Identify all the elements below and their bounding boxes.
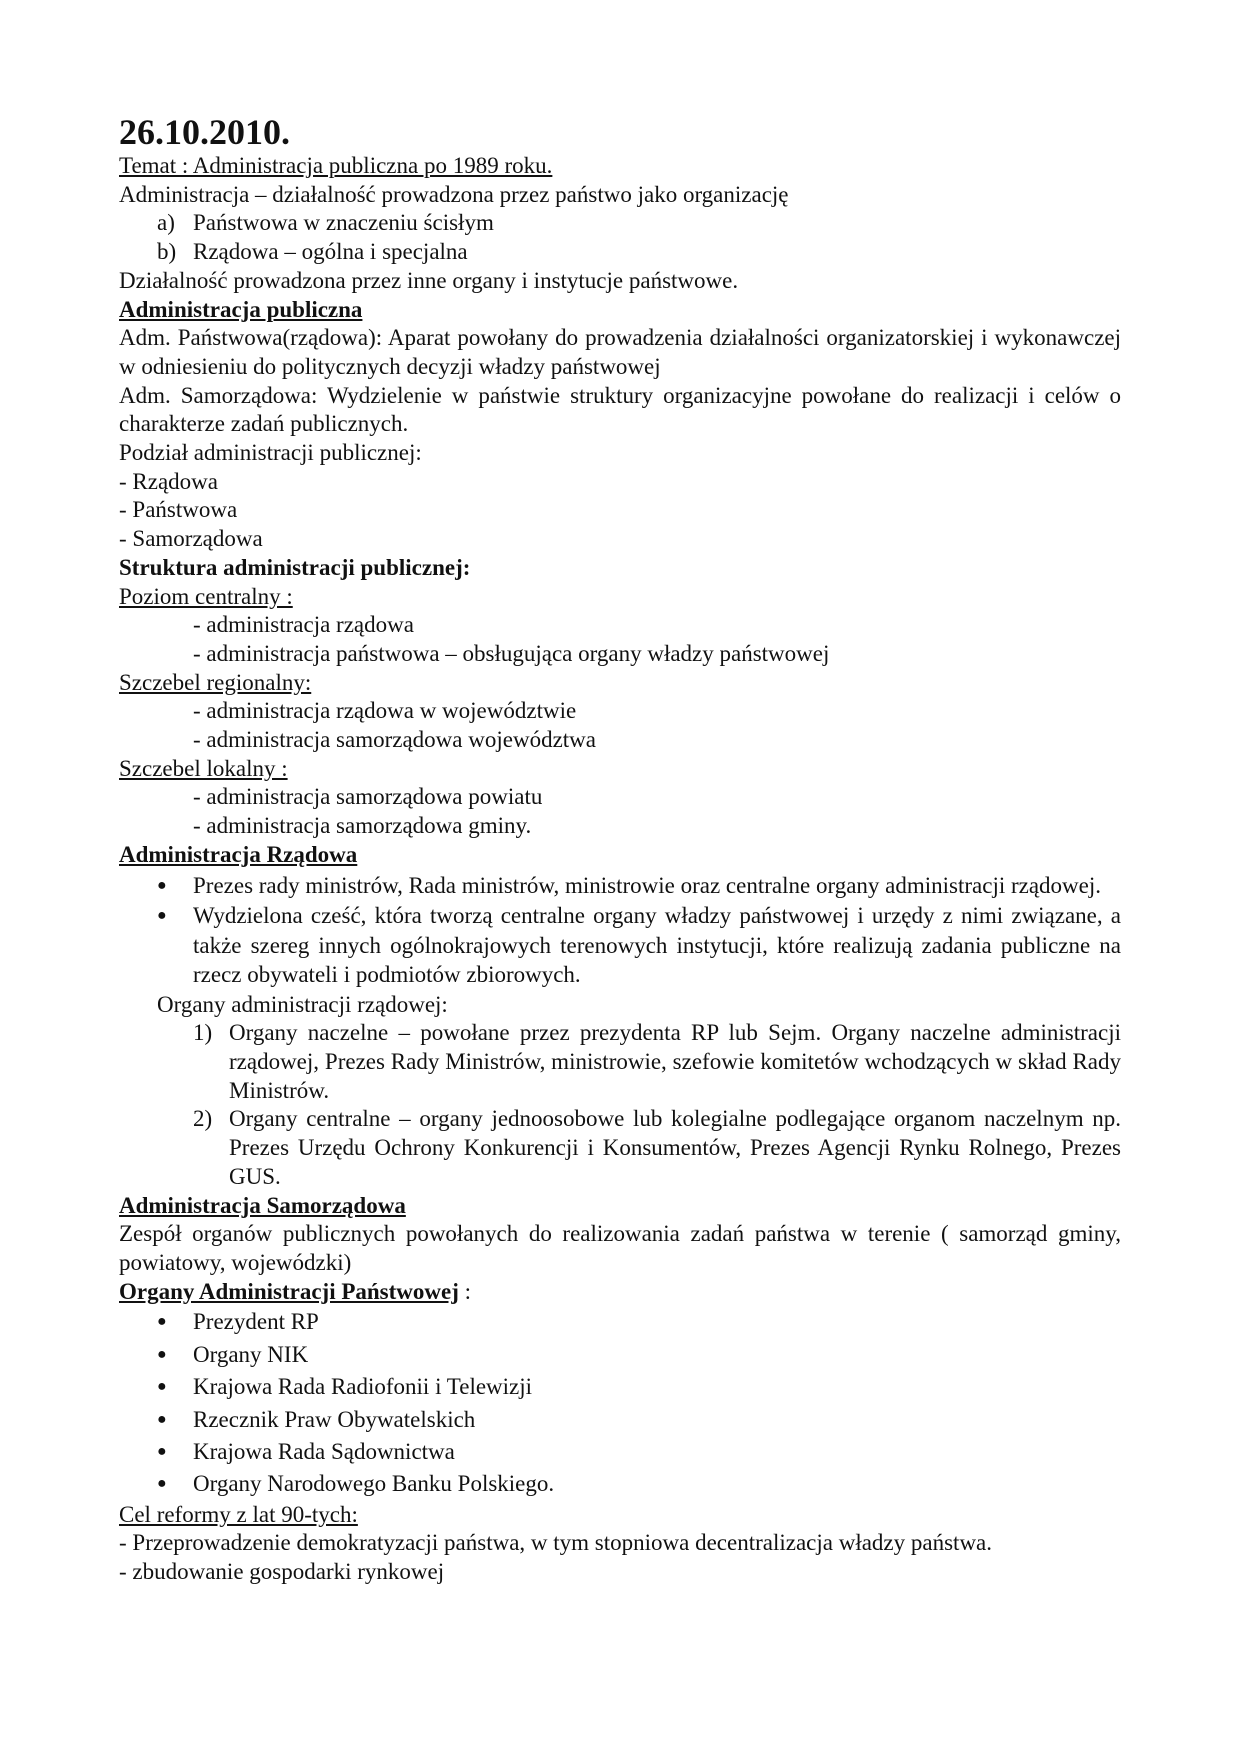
bullet-text: Krajowa Rada Radiofonii i Telewizji bbox=[193, 1374, 533, 1400]
paragraph-adm-panstwowa: Adm. Państwowa(rządowa): Aparat powołany do prowadzenia działalności organizatorskiej i wykonawczej w odniesieniu do politycznych decyzji władzy państwowej bbox=[119, 325, 1121, 379]
bullet-icon: ● bbox=[157, 876, 167, 894]
heading-organy-line bbox=[119, 1278, 1121, 1307]
intro-text: Administracja – działalność prowadzona przez państwo jako organizację bbox=[119, 181, 789, 207]
heading-suffix: : bbox=[458, 1278, 472, 1304]
list-item: - administracja państwowa – obsługująca organy władzy państwowej bbox=[193, 640, 830, 666]
cel-label: Cel reformy z lat 90-tych: bbox=[119, 1501, 358, 1527]
paragraph-samorzadowa: Zespół organów publicznych powołanych do realizowania zadań państwa w terenie ( samorząd gminy, powiatowy, wojewódzki) bbox=[119, 1221, 1121, 1275]
document-date-title: 26.10.2010. bbox=[119, 112, 290, 152]
list-marker: a) bbox=[157, 210, 175, 236]
bullet-icon: ● bbox=[157, 1313, 167, 1331]
bullet-text: Prezes rady ministrów, Rada ministrów, ministrowie oraz centralne organy administracji rządowej. bbox=[193, 872, 1102, 898]
bullet-icon: ● bbox=[157, 1378, 167, 1396]
bullet-item bbox=[119, 1404, 1121, 1436]
bullet-item bbox=[119, 1339, 1121, 1371]
bullet-item bbox=[119, 1436, 1121, 1468]
document-page bbox=[119, 110, 1121, 1587]
list-text: Państwowa w znaczeniu ścisłym bbox=[193, 210, 494, 236]
list-marker: 1) bbox=[193, 1020, 213, 1046]
bullet-item bbox=[119, 1306, 1121, 1338]
numbered-item bbox=[119, 1019, 1121, 1105]
bullet-text: Krajowa Rada Sądownictwa bbox=[193, 1438, 455, 1464]
bullet-icon: ● bbox=[157, 907, 167, 925]
bullet-text: Prezydent RP bbox=[193, 1309, 319, 1335]
bullet-item bbox=[119, 1371, 1121, 1403]
bullet-item bbox=[119, 871, 1121, 901]
bullet-icon: ● bbox=[157, 1442, 167, 1460]
list-marker: b) bbox=[157, 239, 177, 265]
heading-administracja-rzadowa: Administracja Rządowa bbox=[119, 841, 358, 867]
bullet-text: Organy Narodowego Banku Polskiego. bbox=[193, 1471, 555, 1497]
bullet-text: Organy NIK bbox=[193, 1341, 309, 1367]
list-text: Organy naczelne – powołane przez prezydenta RP lub Sejm. Organy naczelne administracji rządowej, Prezes Rady Ministrów, ministrowie, szefowie komitetów wchodzących w skład Rady Ministrów. bbox=[229, 1020, 1121, 1103]
list-item: - zbudowanie gospodarki rynkowej bbox=[119, 1559, 445, 1585]
list-item: - administracja samorządowa gminy. bbox=[193, 813, 532, 839]
list-item: - Przeprowadzenie demokratyzacji państwa, w tym stopniowa decentralizacja władzy państwa. bbox=[119, 1530, 993, 1556]
list-item: - administracja samorządowa powiatu bbox=[193, 784, 543, 810]
bullet-item bbox=[119, 901, 1121, 990]
level-label: Szczebel regionalny: bbox=[119, 669, 312, 695]
heading-organy-panstwowej: Organy Administracji Państwowej bbox=[119, 1278, 459, 1304]
bullet-text: Rzecznik Praw Obywatelskich bbox=[193, 1406, 476, 1432]
heading-administracja-samorzadowa: Administracja Samorządowa bbox=[119, 1192, 406, 1218]
heading-administracja-publiczna: Administracja publiczna bbox=[119, 296, 363, 322]
list-item: - administracja rządowa w województwie bbox=[193, 698, 577, 724]
topic-line: Temat : Administracja publiczna po 1989 roku. bbox=[119, 153, 553, 178]
bullet-icon: ● bbox=[157, 1410, 167, 1428]
heading-struktura: Struktura administracji publicznej: bbox=[119, 554, 471, 580]
list-text: Organy centralne – organy jednoosobowe lub kolegialne podlegające organom naczelnym np. Prezes Urzędu Ochrony Konkurencji i Konsumentów, Prezes Agencji Rynku Rolnego, Prezes GUS. bbox=[229, 1106, 1121, 1189]
bullet-item bbox=[119, 1468, 1121, 1500]
list-item bbox=[119, 238, 1121, 267]
list-text: Rządowa – ogólna i specjalna bbox=[193, 239, 468, 265]
bullet-icon: ● bbox=[157, 1345, 167, 1363]
list-marker: 2) bbox=[193, 1106, 213, 1132]
podzial-label: Podział administracji publicznej: bbox=[119, 440, 422, 466]
organy-label: Organy administracji rządowej: bbox=[157, 991, 448, 1017]
level-label: Szczebel lokalny : bbox=[119, 755, 288, 781]
list-item bbox=[119, 209, 1121, 238]
paragraph-adm-samorzadowa: Adm. Samorządowa: Wydzielenie w państwie struktury organizacyjne powołane do realizacji i celów o charakterze zadań publicznych. bbox=[119, 382, 1121, 437]
bullet-icon: ● bbox=[157, 1475, 167, 1493]
list-item: - administracja samorządowa województwa bbox=[193, 727, 596, 753]
numbered-item bbox=[119, 1105, 1121, 1191]
list-item: - administracja rządowa bbox=[193, 612, 414, 638]
level-label: Poziom centralny : bbox=[119, 583, 293, 609]
list-item: - Samorządowa bbox=[119, 526, 263, 552]
list-item: - Państwowa bbox=[119, 497, 238, 523]
intro-text-2: Działalność prowadzona przez inne organy i instytucje państwowe. bbox=[119, 267, 739, 293]
list-item: - Rządowa bbox=[119, 468, 218, 494]
bullet-text: Wydzielona cześć, która tworzą centralne organy władzy państwowej i urzędy z nimi związane, a także szereg innych ogólnokrajowych terenowych instytucji, które realizują zadania publiczne na rzecz obywateli i podmiotów zbiorowych. bbox=[193, 903, 1121, 988]
